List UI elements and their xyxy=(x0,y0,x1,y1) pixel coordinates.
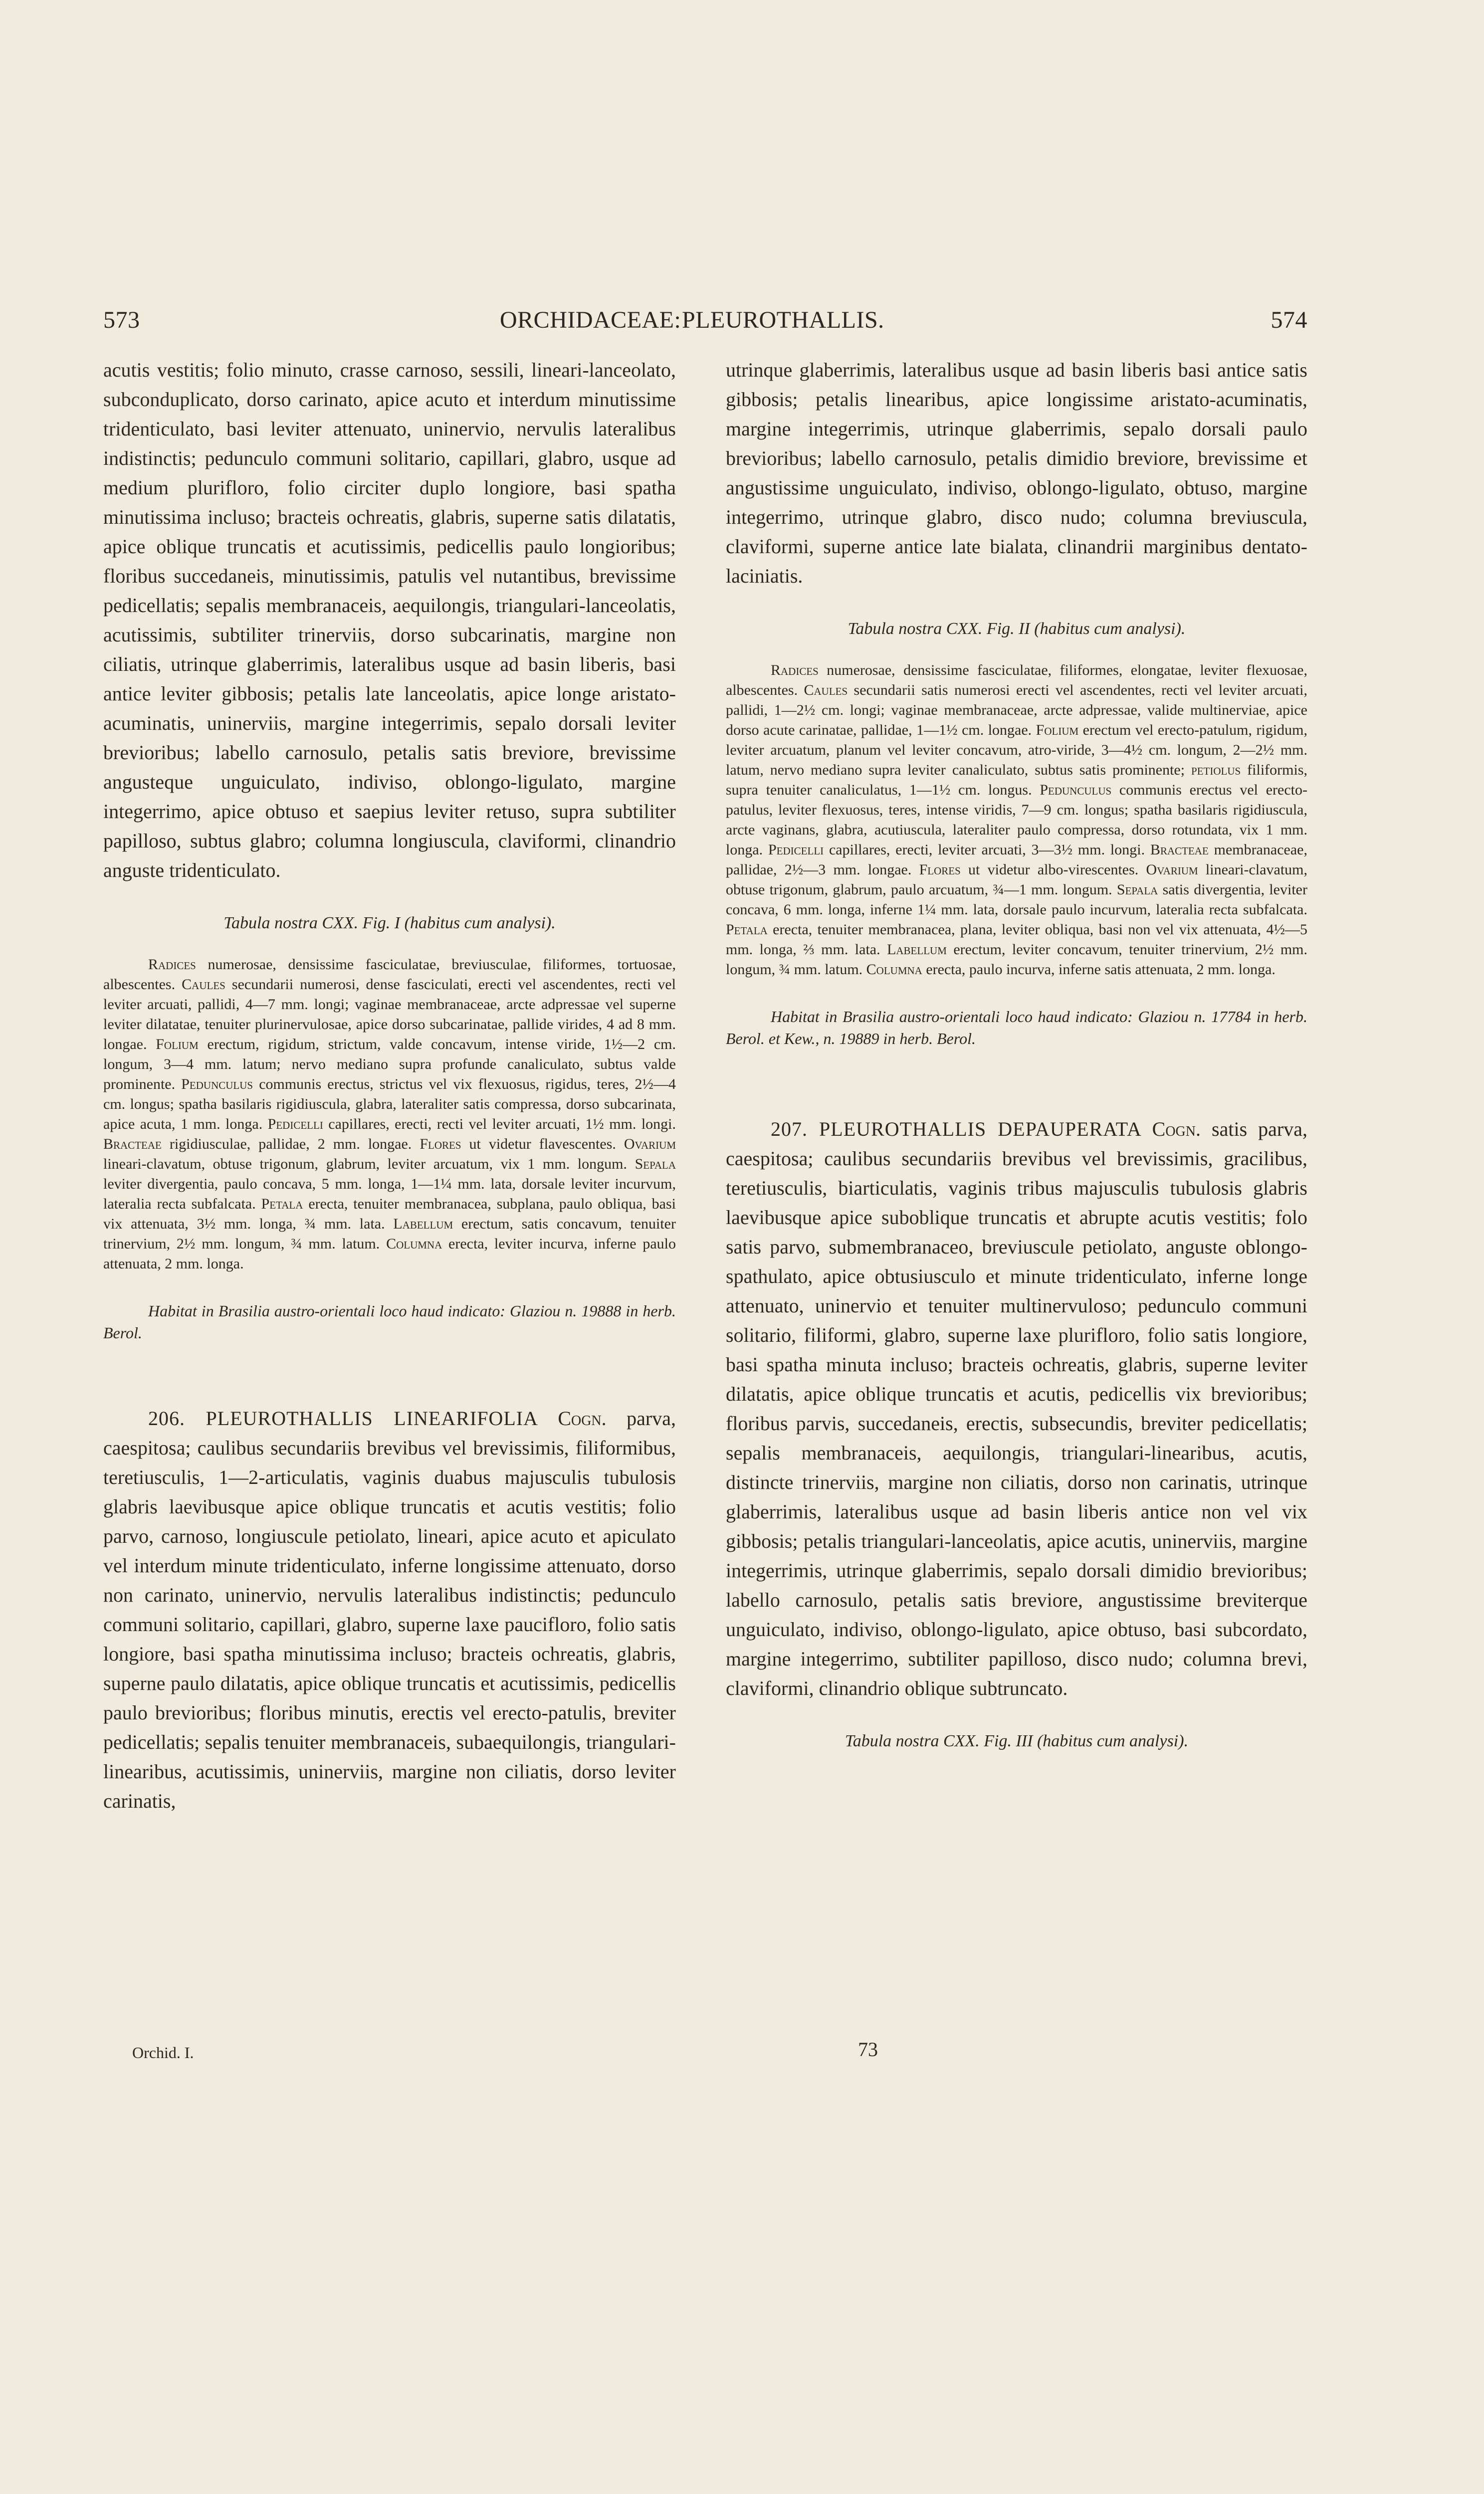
species-207-author: Cogn. xyxy=(1152,1118,1201,1140)
figure-caption-fig-1: Tabula nostra CXX. Fig. I (habitus cum analysi). xyxy=(223,914,556,932)
page-number-right: 574 xyxy=(1271,307,1307,333)
species-207-entry: 207. PLEUROTHALLIS DEPAUPERATA Cogn. satis parva, caespitosa; caulibus secundariis brevibus vel brevissimis, gracilibus, teretiusculis, biarticulatis, vaginis tribus majusculis tubulosis glabris laevibusque apice suboblique truncatis et abrupte acutis vestitis; folo satis parvo, submembranaceo, breviuscule petiolato, anguste oblongo-spathulato, apice obtusiusculo et minute tridenticulato, inferne longe attenuato, uninervio et tenuiter multinervuloso; pedunculo communi solitario, filiformi, glabro, superne laxe plurifloro, folio satis longiore, basi spatha minuta incluso; bracteis ochreatis, glabris, superne leviter dilatatis, apice oblique truncatis et acutis, pedicellis vix brevioribus; floribus parvis, succedaneis, erectis, subsecundis, breviter pedicellatis; sepalis membranaceis, aequilongis, triangulari-linearibus, acutis, distincte trinerviis, margine non ciliatis, dorso non carinatis, utrinque glaberrimis, lateralibus usque ad basin liberis antice non vel vix gibbosis; petalis triangulari-lanceolatis, apice acutis, uninerviis, margine integerrimis, utrinque glaberrimis, sepalo dorsali dimidio brevioribus; labello carnosulo, petalis satis breviore, angustissime breviterque unguiculato, indiviso, oblongo-ligulato, apice obtuso, basi subcordato, margine integerrimo, subtiliter papilloso, disco nudo; columna brevi, claviformi, clinandrio oblique subtruncato. xyxy=(726,1118,1307,1699)
description-fig-2: Radices numerosae, densissime fasciculatae, filiformes, elongatae, leviter flexuosae, albescentes. Caules secundarii satis numerosi erecti vel ascendentes, recti vel leviter arcuati, pallidi, 1—2½ cm. longi; vaginae membranaceae, arcte adpressae, valide multinerviae, apice dorso acute carinatae, pallidae, 1—1½ cm. longae. Folium erectum vel erecto-patulum, rigidum, leviter arcuatum, planum vel leviter concavum, atro-viride, 3—4½ cm. longum, 2—2½ mm. latum, nervo mediano supra leviter canaliculato, subtus satis prominente; petiolus filiformis, supra tenuiter canaliculatus, 1—1½ cm. longus. Pedunculus communis erectus vel erecto-patulus, leviter flexuosus, teres, intense viridis, 7—9 cm. longus; spatha basilaris rigidiuscula, arcte vaginans, glabra, acutiuscula, lateraliter paulo compressa, dorso rotundata, vix 1 mm. longa. Pedicelli capillares, erecti, leviter arcuati, 3—3½ mm. longi. Bracteae membranaceae, pallidae, 2½—3 mm. longae. Flores ut videtur albo-virescentes. Ovarium lineari-clavatum, obtuse trigonum, glabrum, paulo arcuatum, ¾—1 mm. longum. Sepala satis divergentia, leviter concava, 6 mm. longa, inferne 1¼ mm. lata, dorsale paulo incurvum, lateralia recta subfalcata. Petala erecta, tenuiter membranacea, plana, leviter obliqua, basi non vel vix attenuata, 4½—5 mm. longa, ⅔ mm. lata. Labellum erectum, leviter concavum, tenuiter trinervium, 2½ mm. longum, ¾ mm. latum. Columna erecta, paulo incurva, inferne satis attenuata, 2 mm. longa. xyxy=(726,662,1307,978)
running-title-left: ORCHIDACEAE: xyxy=(500,307,681,333)
page-number-left: 573 xyxy=(103,307,140,333)
right-paragraph-continued: utrinque glaberrimis, lateralibus usque ad basin liberis basi antice satis gibbosis; petalis linearibus, apice longissime aristato-acuminatis, margine integerrimis, utrinque glaberrimis, sepalo dorsali paulo brevioribus; labello carnosulo, petalis dimidio breviore, brevissime et angustissime unguiculato, indiviso, oblongo-ligulato, obtuso, margine integerrimo, utrinque glabro, disco nudo; columna breviuscula, claviformi, superne antice late bialata, clinandrii marginibus dentato-laciniatis. xyxy=(726,359,1307,587)
habitat-fig-2: Habitat in Brasilia austro-orientali loco haud indicato: Glaziou n. 17784 in herb. Berol. et Kew., n. 19889 in herb. Berol. xyxy=(726,1008,1307,1047)
signature-mark: 73 xyxy=(858,2038,878,2061)
description-fig-1: Radices numerosae, densissime fasciculatae, breviusculae, filiformes, tortuosae, albescentes. Caules secundarii numerosi, dense fasciculati, erecti vel ascendentes, recti vel leviter arcuati, pallidi, 4—7 mm. longi; vaginae membranaceae, arcte adpressae vel superne leviter dilatatae, tenuiter plurinervulosae, apice dorso subcarinatae, pallide virides, 4 ad 8 mm. longae. Folium erectum, rigidum, strictum, valde concavum, intense viride, 1½—2 cm. longum, 3—4 mm. latum; nervo mediano supra profunde canaliculato, subtus valde prominente. Pedunculus communis erectus, strictus vel vix flexuosus, rigidus, teres, 2½—4 cm. longus; spatha basilaris rigidiuscula, glabra, lateraliter satis compressa, dorso subcarinata, apice acuta, 1 mm. longa. Pedicelli capillares, erecti, recti vel leviter arcuati, 1½ mm. longi. Bracteae rigidiusculae, pallidae, 2 mm. longae. Flores ut videtur flavescentes. Ovarium lineari-clavatum, obtuse trigonum, glabrum, leviter arcuatum, vix 1 mm. longum. Sepala leviter divergentia, paulo concava, 5 mm. longa, 1—1¼ mm. lata, dorsale leviter incurvum, lateralia recta subfalcata. Petala erecta, tenuiter membranacea, subplana, paulo obliqua, basi vix attenuata, 3½ mm. longa, ¾ mm. lata. Labellum erectum, satis concavum, tenuiter trinervium, 2½ mm. longum, ¾ mm. latum. Columna erecta, leviter incurva, inferne paulo attenuata, 2 mm. longa. xyxy=(103,956,676,1272)
running-title-right: PLEUROTHALLIS. xyxy=(682,307,884,333)
habitat-fig-1: Habitat in Brasilia austro-orientali loco haud indicato: Glaziou n. 19888 in herb. Berol. xyxy=(103,1302,676,1342)
left-column xyxy=(103,355,676,1816)
left-paragraph-continued: acutis vestitis; folio minuto, crasse carnoso, sessili, lineari-lanceolato, subconduplicato, dorso carinato, apice acuto et interdum minutissime tridenticulato, basi leviter attenuato, uninervio, nervulis lateralibus indistinctis; pedunculo communi solitario, capillari, glabro, usque ad medium plurifloro, folio circiter duplo longiore, basi spatha minutissima incluso; bracteis ochreatis, glabris, superne satis dilatatis, apice oblique truncatis et acutissimis, pedicellis paulo longioribus; floribus succedaneis, minutissimis, patulis vel nutantibus, brevissime pedicellatis; sepalis membranaceis, aequilongis, triangulari-lanceolatis, acutissimis, subtiliter trinerviis, dorso subcarinatis, margine non ciliatis, utrinque glaberrimis, lateralibus usque ad basin liberis, basi antice leviter gibbosis; petalis late lanceolatis, apice longe aristato-acuminatis, uninerviis, margine integerrimis, sepalo dorsali leviter brevioribus; labello carnosulo, petalis satis breviore, brevissime angusteque unguiculato, indiviso, oblongo-ligulato, margine integerrimo, apice obtuso et saepius leviter retuso, supra subtiliter papilloso, subtus glabro; columna longiuscula, claviformi, clinandrio anguste tridenticulato. xyxy=(103,359,676,881)
footer-signature-left: Orchid. I. xyxy=(132,2044,194,2062)
page-header xyxy=(103,306,1307,346)
species-206-entry: 206. PLEUROTHALLIS LINEARIFOLIA Cogn. parva, caespitosa; caulibus secundariis brevibus vel brevissimis, filiformibus, teretiusculis, 1—2-articulatis, vaginis duabus majusculis tubulosis glabris laevibusque apice oblique truncatis et acutis vestitis; folio parvo, carnoso, longiuscule petiolato, lineari, apice acuto et apiculato vel interdum minute tridenticulato, inferne longissime attenuato, dorso non carinato, uninervio, nervulis lateralibus indistinctis; pedunculo communi solitario, capillari, glabro, superne laxe paucifloro, folio satis longiore, basi spatha minutissima incluso; bracteis ochreatis, glabris, superne paulo dilatatis, apice oblique truncatis et acutissimis, pedicellis paulo brevioribus; floribus minutis, erectis vel erecto-patulis, breviter pedicellatis; sepalis tenuiter membranaceis, subaequilongis, triangulari-linearibus, acutissimis, uninerviis, margine non ciliatis, dorso leviter carinatis, xyxy=(103,1407,676,1812)
figure-caption-fig-2: Tabula nostra CXX. Fig. II (habitus cum analysi). xyxy=(848,620,1186,638)
right-column xyxy=(726,355,1307,1773)
species-207-title: 207. PLEUROTHALLIS DEPAUPERATA xyxy=(771,1118,1152,1140)
species-206-author: Cogn. xyxy=(558,1407,607,1430)
species-206-title: 206. PLEUROTHALLIS LINEARIFOLIA xyxy=(148,1407,558,1430)
figure-caption-fig-3: Tabula nostra CXX. Fig. III (habitus cum analysi). xyxy=(845,1732,1189,1750)
